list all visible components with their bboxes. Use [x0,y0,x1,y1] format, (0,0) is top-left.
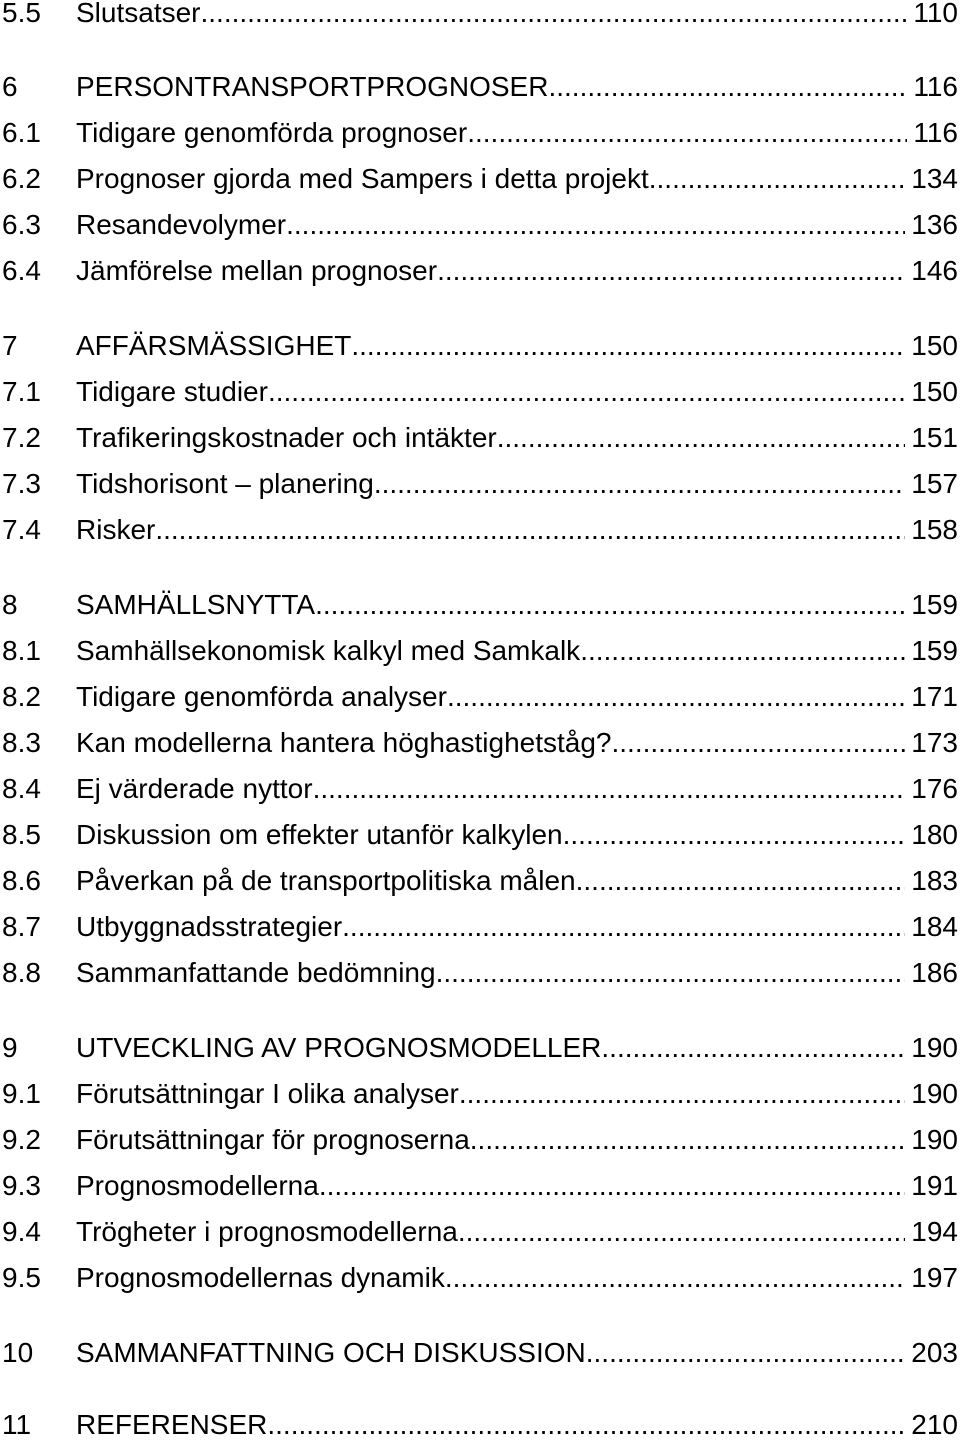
toc-entry[interactable] [0,372,958,412]
toc-entry-title: AFFÄRSMÄSSIGHET [76,330,352,361]
toc-entry[interactable] [0,418,958,458]
toc-entry-page: 116 [913,117,958,148]
toc-entry-number: 6.4 [2,255,41,286]
toc-entry-title: Samhällsekonomisk kalkyl med Samkalk [76,635,581,666]
toc-entry-number: 9.4 [2,1216,41,1247]
toc-entry[interactable] [0,907,958,947]
toc-entry-number: 9 [2,1032,18,1063]
dot-leader [286,205,905,245]
toc-entry-title: Tidigare studier [76,376,268,407]
dot-leader [201,0,908,33]
toc-entry-number: 7.3 [2,468,41,499]
dot-leader [445,1258,905,1298]
toc-entry-number: 8.2 [2,681,41,712]
toc-entry-page: 157 [911,468,958,499]
toc-entry[interactable] [0,815,958,855]
toc-entry-title: Kan modellerna hantera höghastighetståg? [76,727,612,758]
toc-entry-number: 6.1 [2,117,41,148]
toc-entry-number: 9.1 [2,1078,41,1109]
toc-entry-number: 8.7 [2,911,41,942]
toc-entry-page: 191 [911,1170,958,1201]
toc-entry[interactable] [0,1333,958,1373]
toc-entry-number: 6 [2,71,18,102]
toc-entry-title: UTVECKLING AV PROGNOSMODELLER [76,1032,602,1063]
dot-leader [374,464,905,504]
toc-entry[interactable] [0,1166,958,1206]
toc-entry[interactable] [0,1405,958,1445]
dot-leader [268,372,905,412]
toc-entry-title: Tidigare genomförda prognoser [76,117,468,148]
dot-leader [436,953,906,993]
dot-leader [458,1212,905,1252]
toc-entry-title: Prognoser gjorda med Sampers i detta projekt [76,163,649,194]
toc-entry-title: SAMMANFATTNING OCH DISKUSSION [76,1337,586,1368]
toc-entry-page: 110 [913,0,958,28]
dot-leader [467,113,907,153]
dot-leader [342,907,905,947]
dot-leader [313,769,906,809]
toc-entry-title: Utbyggnadsstrategier [76,911,343,942]
toc-entry[interactable] [0,159,958,199]
toc-entry-page: 186 [911,957,958,988]
toc-entry-page: 190 [911,1078,958,1109]
toc-entry-page: 159 [911,635,958,666]
toc-entry-title: Jämförelse mellan prognoser [76,255,438,286]
toc-entry[interactable] [0,677,958,717]
toc-entry-title: Påverkan på de transportpolitiska målen [76,865,576,896]
toc-entry[interactable] [0,326,958,366]
dot-leader [548,67,907,107]
toc-entry[interactable] [0,0,958,33]
toc-entry-page: 190 [911,1124,958,1155]
dot-leader [155,510,905,550]
toc-entry[interactable] [0,113,958,153]
toc-entry-page: 190 [911,1032,958,1063]
toc-entry-page: 150 [911,330,958,361]
dot-leader [447,677,905,717]
toc-entry[interactable] [0,723,958,763]
toc-entry-page: 159 [911,589,958,620]
dot-leader [601,1028,905,1068]
toc-entry-number: 6.3 [2,209,41,240]
toc-entry-title: PERSONTRANSPORTPROGNOSER [76,71,549,102]
toc-entry-title: Slutsatser [76,0,201,28]
toc-entry-page: 194 [911,1216,958,1247]
toc-entry-page: 134 [911,163,958,194]
toc-entry-page: 136 [911,209,958,240]
dot-leader [459,1074,905,1114]
dot-leader [351,326,905,366]
toc-entry-page: 176 [911,773,958,804]
toc-entry-number: 8.6 [2,865,41,896]
dot-leader [267,1405,905,1445]
toc-entry-page: 180 [911,819,958,850]
dot-leader [319,1166,905,1206]
toc-entry-number: 11 [2,1409,32,1440]
toc-entry-title: Tidigare genomförda analyser [76,681,447,712]
toc-entry-page: 151 [911,422,958,453]
toc-entry[interactable] [0,953,958,993]
toc-entry[interactable] [0,1074,958,1114]
toc-entry-number: 8.5 [2,819,41,850]
toc-entry[interactable] [0,769,958,809]
toc-entry-title: Förutsättningar för prognoserna [76,1124,470,1155]
dot-leader [612,723,906,763]
dot-leader [437,251,905,291]
toc-entry-title: Diskussion om effekter utanför kalkylen [76,819,563,850]
toc-entry[interactable] [0,1028,958,1068]
toc-entry-number: 8 [2,589,18,620]
dot-leader [586,1333,906,1373]
toc-entry-page: 158 [911,514,958,545]
toc-entry[interactable] [0,1212,958,1252]
toc-entry-number: 7.2 [2,422,41,453]
toc-entry-page: 171 [911,681,958,712]
toc-entry-number: 10 [2,1337,34,1368]
toc-entry-page: 203 [911,1337,958,1368]
dot-leader [576,861,906,901]
toc-entry-page: 197 [911,1262,958,1293]
toc-entry-number: 8.4 [2,773,41,804]
toc-entry-page: 183 [911,865,958,896]
toc-entry-number: 9.3 [2,1170,41,1201]
toc-entry-title: Risker [76,514,156,545]
dot-leader [315,585,905,625]
toc-entry-number: 7 [2,330,18,361]
toc-entry-number: 9.5 [2,1262,41,1293]
toc-entry-title: Tidshorisont – planering [76,468,374,499]
toc-entry[interactable] [0,251,958,291]
toc-entry-page: 146 [911,255,958,286]
toc-entry-number: 7.1 [2,376,41,407]
toc-entry-number: 8.3 [2,727,41,758]
toc-entry-number: 7.4 [2,514,41,545]
toc-entry[interactable] [0,585,958,625]
toc-entry-page: 116 [913,71,958,102]
toc-entry-title: Prognosmodellerna [76,1170,319,1201]
toc-entry-title: Ej värderade nyttor [76,773,313,804]
toc-entry-title: REFERENSER [76,1409,268,1440]
toc-entry[interactable] [0,1258,958,1298]
toc-entry-title: Resandevolymer [76,209,287,240]
toc-entry[interactable] [0,205,958,245]
toc-entry-page: 173 [911,727,958,758]
toc-entry-page: 184 [911,911,958,942]
toc-entry-page: 210 [911,1409,958,1440]
dot-leader [649,159,906,199]
toc-entry-title: Prognosmodellernas dynamik [76,1262,445,1293]
toc-entry-number: 6.2 [2,163,41,194]
dot-leader [497,418,906,458]
dot-leader [470,1120,906,1160]
toc-entry-title: Förutsättningar I olika analyser [76,1078,459,1109]
toc-entry-title: Trafikeringskostnader och intäkter [76,422,497,453]
toc-entry-title: SAMHÄLLSNYTTA [76,589,316,620]
toc-entry[interactable] [0,861,958,901]
toc-entry-title: Sammanfattande bedömning [76,957,436,988]
toc-entry[interactable] [0,510,958,550]
toc-entry[interactable] [0,464,958,504]
toc-entry-number: 9.2 [2,1124,41,1155]
toc-entry[interactable] [0,67,958,107]
toc-entry-number: 8.8 [2,957,41,988]
toc-entry-title: Trögheter i prognosmodellerna [76,1216,458,1247]
dot-leader [580,631,905,671]
toc-entry[interactable] [0,631,958,671]
toc-entry[interactable] [0,1120,958,1160]
toc-entry-page: 150 [911,376,958,407]
toc-entry-number: 5.5 [2,0,41,28]
dot-leader [563,815,906,855]
toc-entry-number: 8.1 [2,635,41,666]
